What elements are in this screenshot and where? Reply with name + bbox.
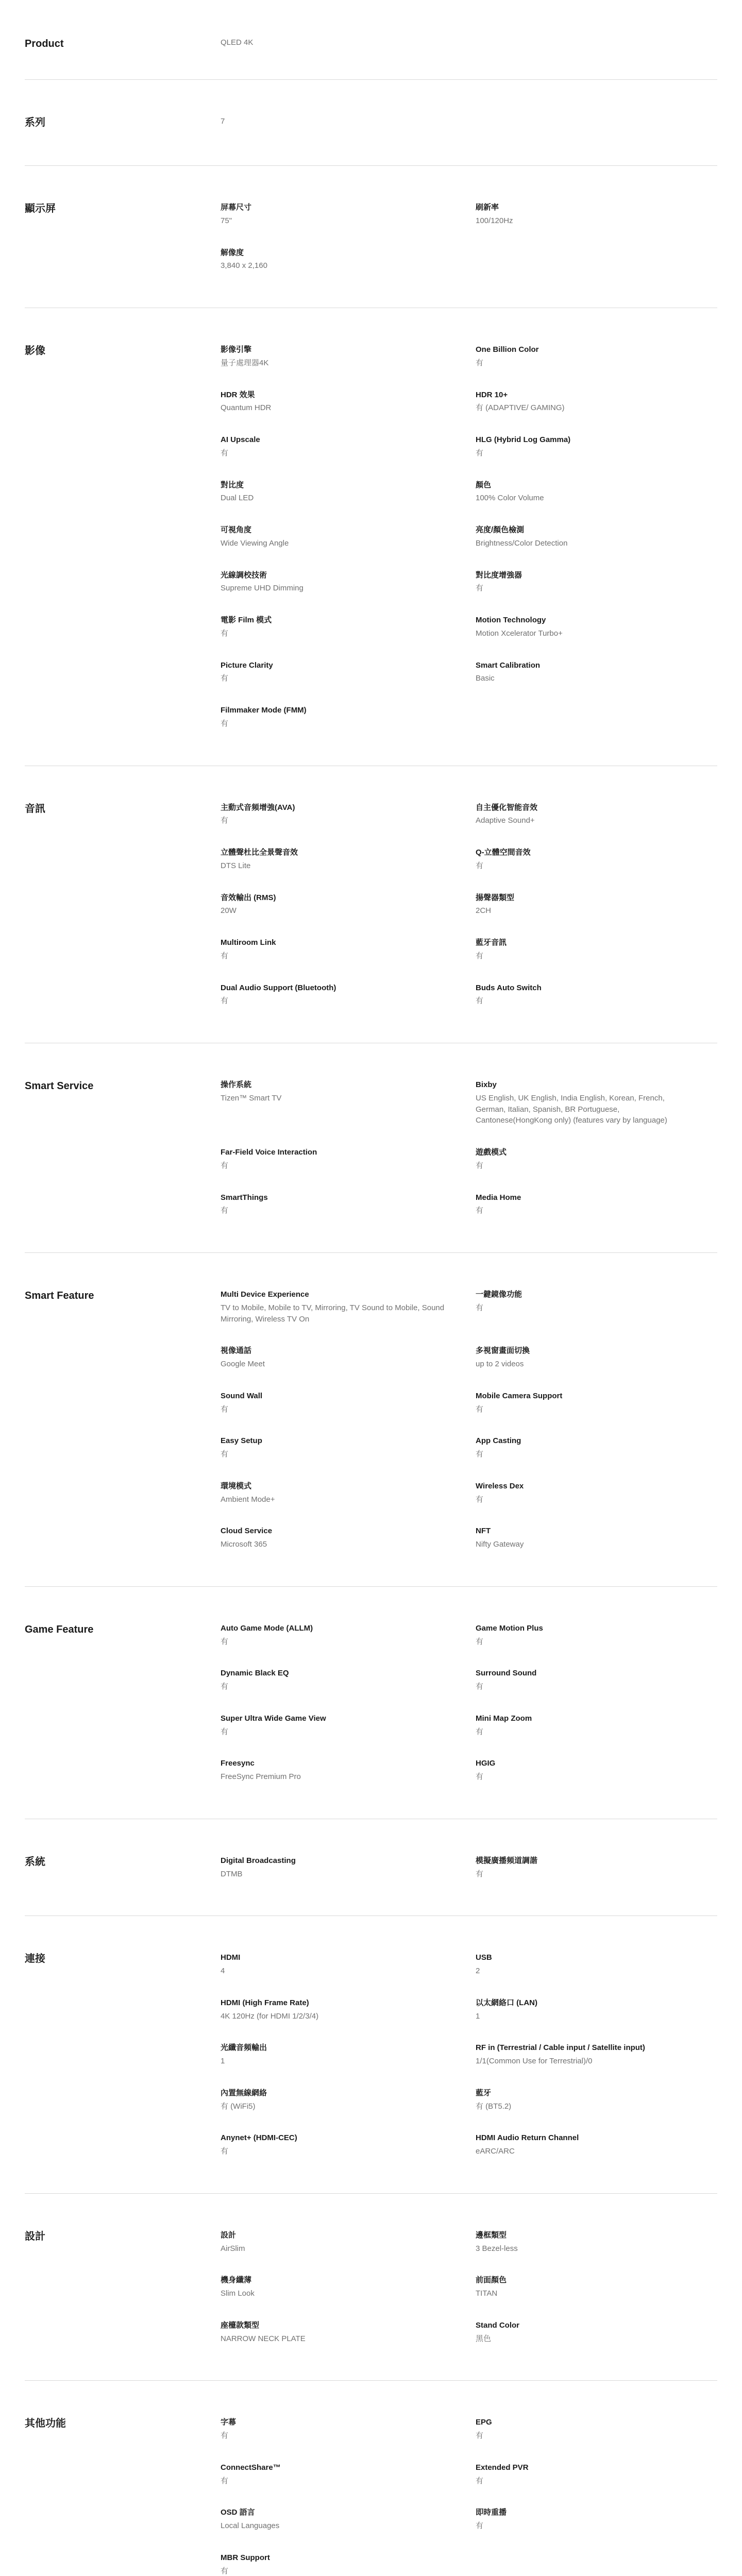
spec-sheet: [25, 0, 717, 2576]
spec-value: eARC/ARC: [476, 2147, 515, 2156]
spec-section: [25, 1043, 717, 1253]
spec-section: [25, 308, 717, 766]
spec-name: Mobile Camera Support: [476, 1391, 563, 1400]
spec-value: 1: [221, 2057, 225, 2065]
spec-name: HDMI Audio Return Channel: [476, 2133, 579, 2143]
spec-item: [221, 2275, 476, 2299]
spec-name: 音效輸出 (RMS): [221, 893, 276, 902]
spec-name: 設計: [221, 2230, 237, 2240]
spec-value: Quantum HDR: [221, 403, 272, 413]
spec-value: 有: [221, 1727, 229, 1736]
spec-item: [476, 1713, 717, 1738]
spec-item: [476, 1435, 717, 1460]
spec-name: 機身纖薄: [221, 2276, 252, 2285]
spec-item: [476, 615, 717, 639]
spec-name: 屏幕尺寸: [221, 203, 252, 212]
spec-value: 有: [221, 448, 229, 457]
spec-value: 有: [476, 951, 484, 960]
spec-name: 亮度/顏色檢測: [476, 526, 525, 534]
section-title: 其他功能: [25, 2418, 66, 2430]
spec-value: 有: [476, 2431, 484, 2440]
spec-name: 可視角度: [221, 526, 252, 534]
spec-value: 3,840 x 2,160: [221, 261, 267, 270]
spec-item: [476, 1997, 717, 2022]
spec-section: [25, 1916, 717, 2194]
spec-value: 有: [221, 1637, 229, 1646]
spec-item: [476, 1668, 717, 1692]
spec-name: HDMI (High Frame Rate): [221, 1998, 309, 2007]
spec-value: 有: [221, 2476, 229, 2485]
spec-item: [221, 2320, 476, 2345]
spec-item: [221, 847, 476, 872]
spec-section: [25, 1253, 717, 1587]
spec-item: [221, 2507, 476, 2532]
spec-name: 光纖音頻輸出: [221, 2043, 267, 2053]
spec-value: 有 (BT5.2): [476, 2102, 512, 2111]
spec-value: 3 Bezel-less: [476, 2244, 518, 2253]
spec-name: Multi Device Experience: [221, 1290, 309, 1299]
section-title: 系列: [25, 117, 45, 128]
spec-name: HDMI: [221, 1953, 241, 1962]
spec-value: 有: [476, 1727, 484, 1736]
spec-item: [221, 937, 476, 962]
section-title: 系統: [25, 1856, 45, 1868]
spec-item: [221, 1952, 476, 1977]
spec-value: 有: [476, 1495, 484, 1504]
spec-item: [221, 2417, 476, 2442]
spec-value: 有: [476, 1869, 484, 1878]
spec-value: 有: [476, 1637, 484, 1646]
spec-value: Google Meet: [221, 1360, 265, 1368]
spec-item: [476, 1623, 717, 1648]
spec-item: [221, 202, 476, 227]
spec-name: 以太網絡口 (LAN): [476, 1998, 537, 2007]
spec-grid: [221, 802, 717, 1007]
spec-value: Adaptive Sound+: [476, 816, 535, 825]
spec-value: 有: [221, 1161, 229, 1170]
section-title: 設計: [25, 2230, 45, 2242]
spec-value: 有: [476, 1404, 484, 1414]
spec-value: 有: [221, 1450, 229, 1459]
spec-item: [476, 660, 717, 685]
spec-value: 有: [221, 996, 229, 1006]
spec-value: Ambient Mode+: [221, 1495, 275, 1504]
spec-name: AI Upscale: [221, 435, 260, 444]
spec-item: [221, 2552, 476, 2576]
spec-name: Smart Calibration: [476, 660, 541, 670]
spec-value: QLED 4K: [221, 38, 254, 47]
spec-name: 影像引擎: [221, 345, 252, 354]
spec-item: [221, 1855, 476, 1880]
spec-item: [221, 892, 476, 917]
spec-item: [476, 2042, 717, 2067]
spec-item: [221, 2230, 476, 2255]
spec-item: [221, 1623, 476, 1648]
spec-value: 有: [476, 1772, 484, 1781]
spec-value: 有: [476, 2476, 484, 2485]
spec-item: [476, 389, 717, 414]
spec-item: [476, 2132, 717, 2157]
spec-item: [476, 2462, 717, 2487]
spec-name: Digital Broadcasting: [221, 1856, 296, 1865]
spec-name: Extended PVR: [476, 2463, 529, 2472]
spec-name: RF in (Terrestrial / Cable input / Satellite input): [476, 2043, 645, 2053]
spec-item: [221, 344, 476, 369]
spec-name: Dynamic Black EQ: [221, 1669, 289, 1678]
spec-item: [221, 615, 476, 639]
spec-name: 環境模式: [221, 1481, 252, 1490]
spec-item: [221, 2132, 476, 2157]
spec-value: 有: [221, 719, 229, 728]
spec-item: [476, 982, 717, 1007]
spec-name: Bixby: [476, 1080, 497, 1089]
spec-name: 電影 Film 模式: [221, 616, 272, 624]
spec-name: Buds Auto Switch: [476, 983, 542, 992]
spec-value: DTS Lite: [221, 861, 251, 870]
spec-name: HGIG: [476, 1759, 496, 1768]
spec-name: 即時重播: [476, 2508, 507, 2517]
spec-name: MBR Support: [221, 2553, 270, 2562]
spec-item: [221, 1997, 476, 2022]
spec-section: [25, 2381, 717, 2576]
spec-grid: [221, 1952, 717, 2157]
spec-name: 解像度: [221, 248, 244, 257]
spec-item: [221, 660, 476, 685]
spec-item: [221, 1526, 476, 1550]
spec-value: AirSlim: [221, 2244, 245, 2253]
spec-item: [476, 1481, 717, 1505]
spec-name: 刷新率: [476, 203, 499, 212]
spec-grid: [221, 116, 717, 129]
spec-item: [221, 1481, 476, 1505]
section-title: Smart Feature: [25, 1290, 94, 1301]
spec-name: 遊戲模式: [476, 1148, 507, 1157]
spec-value: FreeSync Premium Pro: [221, 1772, 301, 1781]
spec-item: [476, 2230, 717, 2255]
spec-name: Far-Field Voice Interaction: [221, 1148, 317, 1157]
spec-value: 有: [221, 1682, 229, 1691]
spec-section: [25, 1587, 717, 1819]
spec-grid: [221, 1289, 717, 1550]
spec-value: 有: [221, 2566, 229, 2575]
spec-name: NFT: [476, 1527, 491, 1536]
spec-name: Mini Map Zoom: [476, 1714, 532, 1723]
spec-item: [221, 982, 476, 1007]
spec-name: 光線調校技術: [221, 570, 267, 580]
spec-name: 藍牙音訊: [476, 938, 507, 947]
section-title: Smart Service: [25, 1080, 94, 1092]
spec-value: 有: [476, 1206, 484, 1215]
spec-value: 有: [476, 996, 484, 1006]
spec-item: [476, 1526, 717, 1550]
spec-name: OSD 語言: [221, 2508, 255, 2517]
spec-name: 模擬廣播頻道調諧: [476, 1856, 538, 1865]
spec-value: 有: [476, 1161, 484, 1170]
spec-item: [476, 2320, 717, 2345]
spec-name: Sound Wall: [221, 1391, 263, 1400]
spec-name: One Billion Color: [476, 345, 539, 354]
spec-value: Supreme UHD Dimming: [221, 584, 303, 593]
spec-item: [476, 2275, 717, 2299]
spec-item: [221, 1758, 476, 1783]
spec-name: Easy Setup: [221, 1436, 262, 1446]
spec-item: [476, 2507, 717, 2532]
spec-value: 7: [221, 117, 225, 126]
spec-name: EPG: [476, 2418, 492, 2427]
section-title: 連接: [25, 1953, 45, 1965]
spec-item: [476, 937, 717, 962]
spec-name: Q-立體空間音效: [476, 848, 531, 857]
spec-value: 20W: [221, 906, 237, 916]
spec-name: Multiroom Link: [221, 938, 276, 947]
spec-value: 1: [476, 2011, 480, 2021]
spec-item: [476, 480, 717, 504]
spec-grid: [221, 1079, 717, 1216]
spec-item: [221, 2462, 476, 2487]
spec-grid: [221, 1855, 717, 1880]
spec-value: NARROW NECK PLATE: [221, 2334, 306, 2343]
spec-value: 有: [476, 448, 484, 457]
spec-name: Wireless Dex: [476, 1481, 524, 1490]
spec-name: 立體聲杜比全景聲音效: [221, 848, 298, 857]
spec-name: 對比度: [221, 480, 244, 489]
spec-value: US English, UK English, India English, Korean, French, German, Italian, Spanish, BR Portuguese, Cantonese(HongKong only) (features vary by language): [476, 1093, 667, 1125]
spec-value: 有: [476, 1303, 484, 1312]
spec-value: Nifty Gateway: [476, 1540, 524, 1549]
spec-value: 75": [221, 216, 232, 225]
spec-item: [221, 2042, 476, 2067]
spec-item: [476, 524, 717, 549]
spec-value: 有: [221, 951, 229, 960]
spec-value: Microsoft 365: [221, 1540, 267, 1549]
spec-item: [221, 524, 476, 549]
spec-name: Media Home: [476, 1193, 521, 1202]
spec-name: SmartThings: [221, 1193, 268, 1202]
spec-item: [221, 1079, 476, 1126]
spec-item: [221, 1345, 476, 1370]
spec-item: [476, 344, 717, 369]
spec-value: Dual LED: [221, 494, 254, 503]
section-title: 顯示屏: [25, 203, 56, 214]
spec-grid: [221, 344, 717, 730]
section-title: 音訊: [25, 803, 45, 815]
spec-section: [25, 2194, 717, 2381]
spec-item: [476, 2417, 717, 2442]
spec-value: 有: [221, 674, 229, 683]
spec-item: [221, 247, 476, 272]
spec-name: 揚聲器類型: [476, 893, 515, 902]
spec-value: 1/1(Common Use for Terrestrial)/0: [476, 2057, 593, 2065]
spec-value: Brightness/Color Detection: [476, 538, 568, 548]
spec-name: HDR 效果: [221, 390, 255, 399]
spec-name: Picture Clarity: [221, 660, 273, 670]
spec-name: Filmmaker Mode (FMM): [221, 706, 307, 715]
spec-value: 有: [476, 861, 484, 870]
spec-item: [476, 1192, 717, 1217]
spec-item: [476, 892, 717, 917]
spec-item: [476, 1758, 717, 1783]
spec-grid: [221, 2417, 717, 2576]
spec-value: 有: [221, 1404, 229, 1414]
spec-item: [221, 570, 476, 595]
spec-value: Motion Xcelerator Turbo+: [476, 629, 563, 638]
spec-value: 4: [221, 1967, 225, 1975]
spec-grid: [221, 2230, 717, 2345]
spec-value: 有: [221, 1206, 229, 1215]
spec-name: 對比度增強器: [476, 570, 522, 580]
spec-item: [221, 2088, 476, 2112]
spec-name: App Casting: [476, 1436, 521, 1446]
spec-item: [476, 202, 717, 227]
spec-value: 有 (WiFi5): [221, 2102, 256, 2111]
spec-item: [476, 2088, 717, 2112]
spec-value: 100% Color Volume: [476, 494, 544, 503]
spec-name: 藍牙: [476, 2088, 492, 2097]
spec-item: [221, 434, 476, 459]
spec-value: up to 2 videos: [476, 1360, 524, 1368]
spec-item: [476, 1289, 717, 1325]
spec-name: Dual Audio Support (Bluetooth): [221, 983, 336, 992]
spec-value: 有: [221, 2431, 229, 2440]
spec-value: 100/120Hz: [476, 216, 513, 225]
spec-name: 顏色: [476, 480, 492, 489]
spec-item: [476, 434, 717, 459]
spec-name: Stand Color: [476, 2320, 519, 2330]
spec-item: [476, 1391, 717, 1415]
spec-name: 內置無線網絡: [221, 2088, 267, 2097]
spec-value: Tizen™ Smart TV: [221, 1093, 282, 1103]
section-title: Product: [25, 38, 64, 49]
spec-section: [25, 1819, 717, 1917]
spec-item: [476, 802, 717, 827]
spec-name: 邊框類型: [476, 2230, 507, 2240]
spec-value: 有: [476, 2521, 484, 2530]
spec-name: Cloud Service: [221, 1527, 273, 1536]
spec-name: 字幕: [221, 2418, 237, 2427]
spec-value: 黑色: [476, 2334, 492, 2343]
spec-name: USB: [476, 1953, 492, 1962]
spec-value: 有: [221, 2147, 229, 2156]
spec-item: [476, 847, 717, 872]
spec-item: [221, 389, 476, 414]
spec-value: 量子處理器4K: [221, 358, 269, 367]
spec-item: [476, 1147, 717, 1172]
spec-item: [476, 1079, 717, 1126]
spec-item: [221, 1289, 476, 1325]
spec-item: [476, 1345, 717, 1370]
spec-name: HLG (Hybrid Log Gamma): [476, 435, 571, 444]
spec-name: Freesync: [221, 1759, 255, 1768]
spec-value: Slim Look: [221, 2289, 255, 2298]
spec-section: [25, 766, 717, 1044]
spec-item: [221, 1435, 476, 1460]
spec-value: TV to Mobile, Mobile to TV, Mirroring, TV Sound to Mobile, Sound Mirroring, Wireless TV On: [221, 1303, 445, 1324]
spec-value: 2: [476, 1967, 480, 1975]
spec-item: [221, 1391, 476, 1415]
spec-item: [221, 480, 476, 504]
spec-name: 操作系統: [221, 1080, 252, 1089]
section-title: 影像: [25, 345, 45, 357]
spec-item: [221, 705, 476, 730]
spec-name: 多視窗畫面切換: [476, 1346, 530, 1355]
spec-item: [476, 570, 717, 595]
spec-item: [221, 1668, 476, 1692]
spec-name: Anynet+ (HDMI-CEC): [221, 2133, 297, 2143]
spec-item: [476, 1952, 717, 1977]
spec-name: Auto Game Mode (ALLM): [221, 1623, 313, 1633]
spec-value: 4K 120Hz (for HDMI 1/2/3/4): [221, 2011, 319, 2021]
spec-value: Local Languages: [221, 2521, 280, 2530]
spec-item: [221, 1192, 476, 1217]
spec-item: [221, 802, 476, 827]
spec-name: 自主優化智能音效: [476, 803, 538, 812]
spec-name: 一鍵鏡像功能: [476, 1290, 522, 1299]
spec-name: HDR 10+: [476, 390, 508, 399]
spec-value: 有: [476, 584, 484, 593]
spec-section: [25, 166, 717, 308]
spec-value: 有: [221, 629, 229, 638]
spec-value: 2CH: [476, 906, 492, 916]
spec-name: 前面顏色: [476, 2276, 507, 2285]
spec-value: 有: [476, 1450, 484, 1459]
spec-name: 主動式音頻增強(AVA): [221, 803, 295, 812]
spec-grid: [221, 37, 717, 50]
spec-value: 有: [221, 816, 229, 825]
spec-item: [221, 1147, 476, 1172]
spec-value: 有 (ADAPTIVE/ GAMING): [476, 403, 565, 413]
spec-name: 座檯款類型: [221, 2320, 260, 2330]
spec-name: Game Motion Plus: [476, 1623, 543, 1633]
spec-item: [221, 37, 476, 50]
spec-item: [221, 1713, 476, 1738]
spec-value: TITAN: [476, 2289, 498, 2298]
spec-value: 有: [476, 358, 484, 367]
spec-grid: [221, 202, 717, 272]
spec-value: 有: [476, 1682, 484, 1691]
spec-value: Wide Viewing Angle: [221, 538, 289, 548]
spec-item: [476, 1855, 717, 1880]
section-title: Game Feature: [25, 1623, 94, 1635]
spec-grid: [221, 1623, 717, 1783]
spec-name: Motion Technology: [476, 616, 546, 624]
spec-item: [221, 116, 476, 129]
spec-section: [25, 80, 717, 166]
spec-name: ConnectShare™: [221, 2463, 281, 2472]
spec-name: Surround Sound: [476, 1669, 537, 1678]
spec-value: Basic: [476, 674, 495, 683]
spec-value: DTMB: [221, 1869, 243, 1878]
spec-name: Super Ultra Wide Game View: [221, 1714, 326, 1723]
spec-name: 視像通話: [221, 1346, 252, 1355]
spec-section: [25, 0, 717, 80]
